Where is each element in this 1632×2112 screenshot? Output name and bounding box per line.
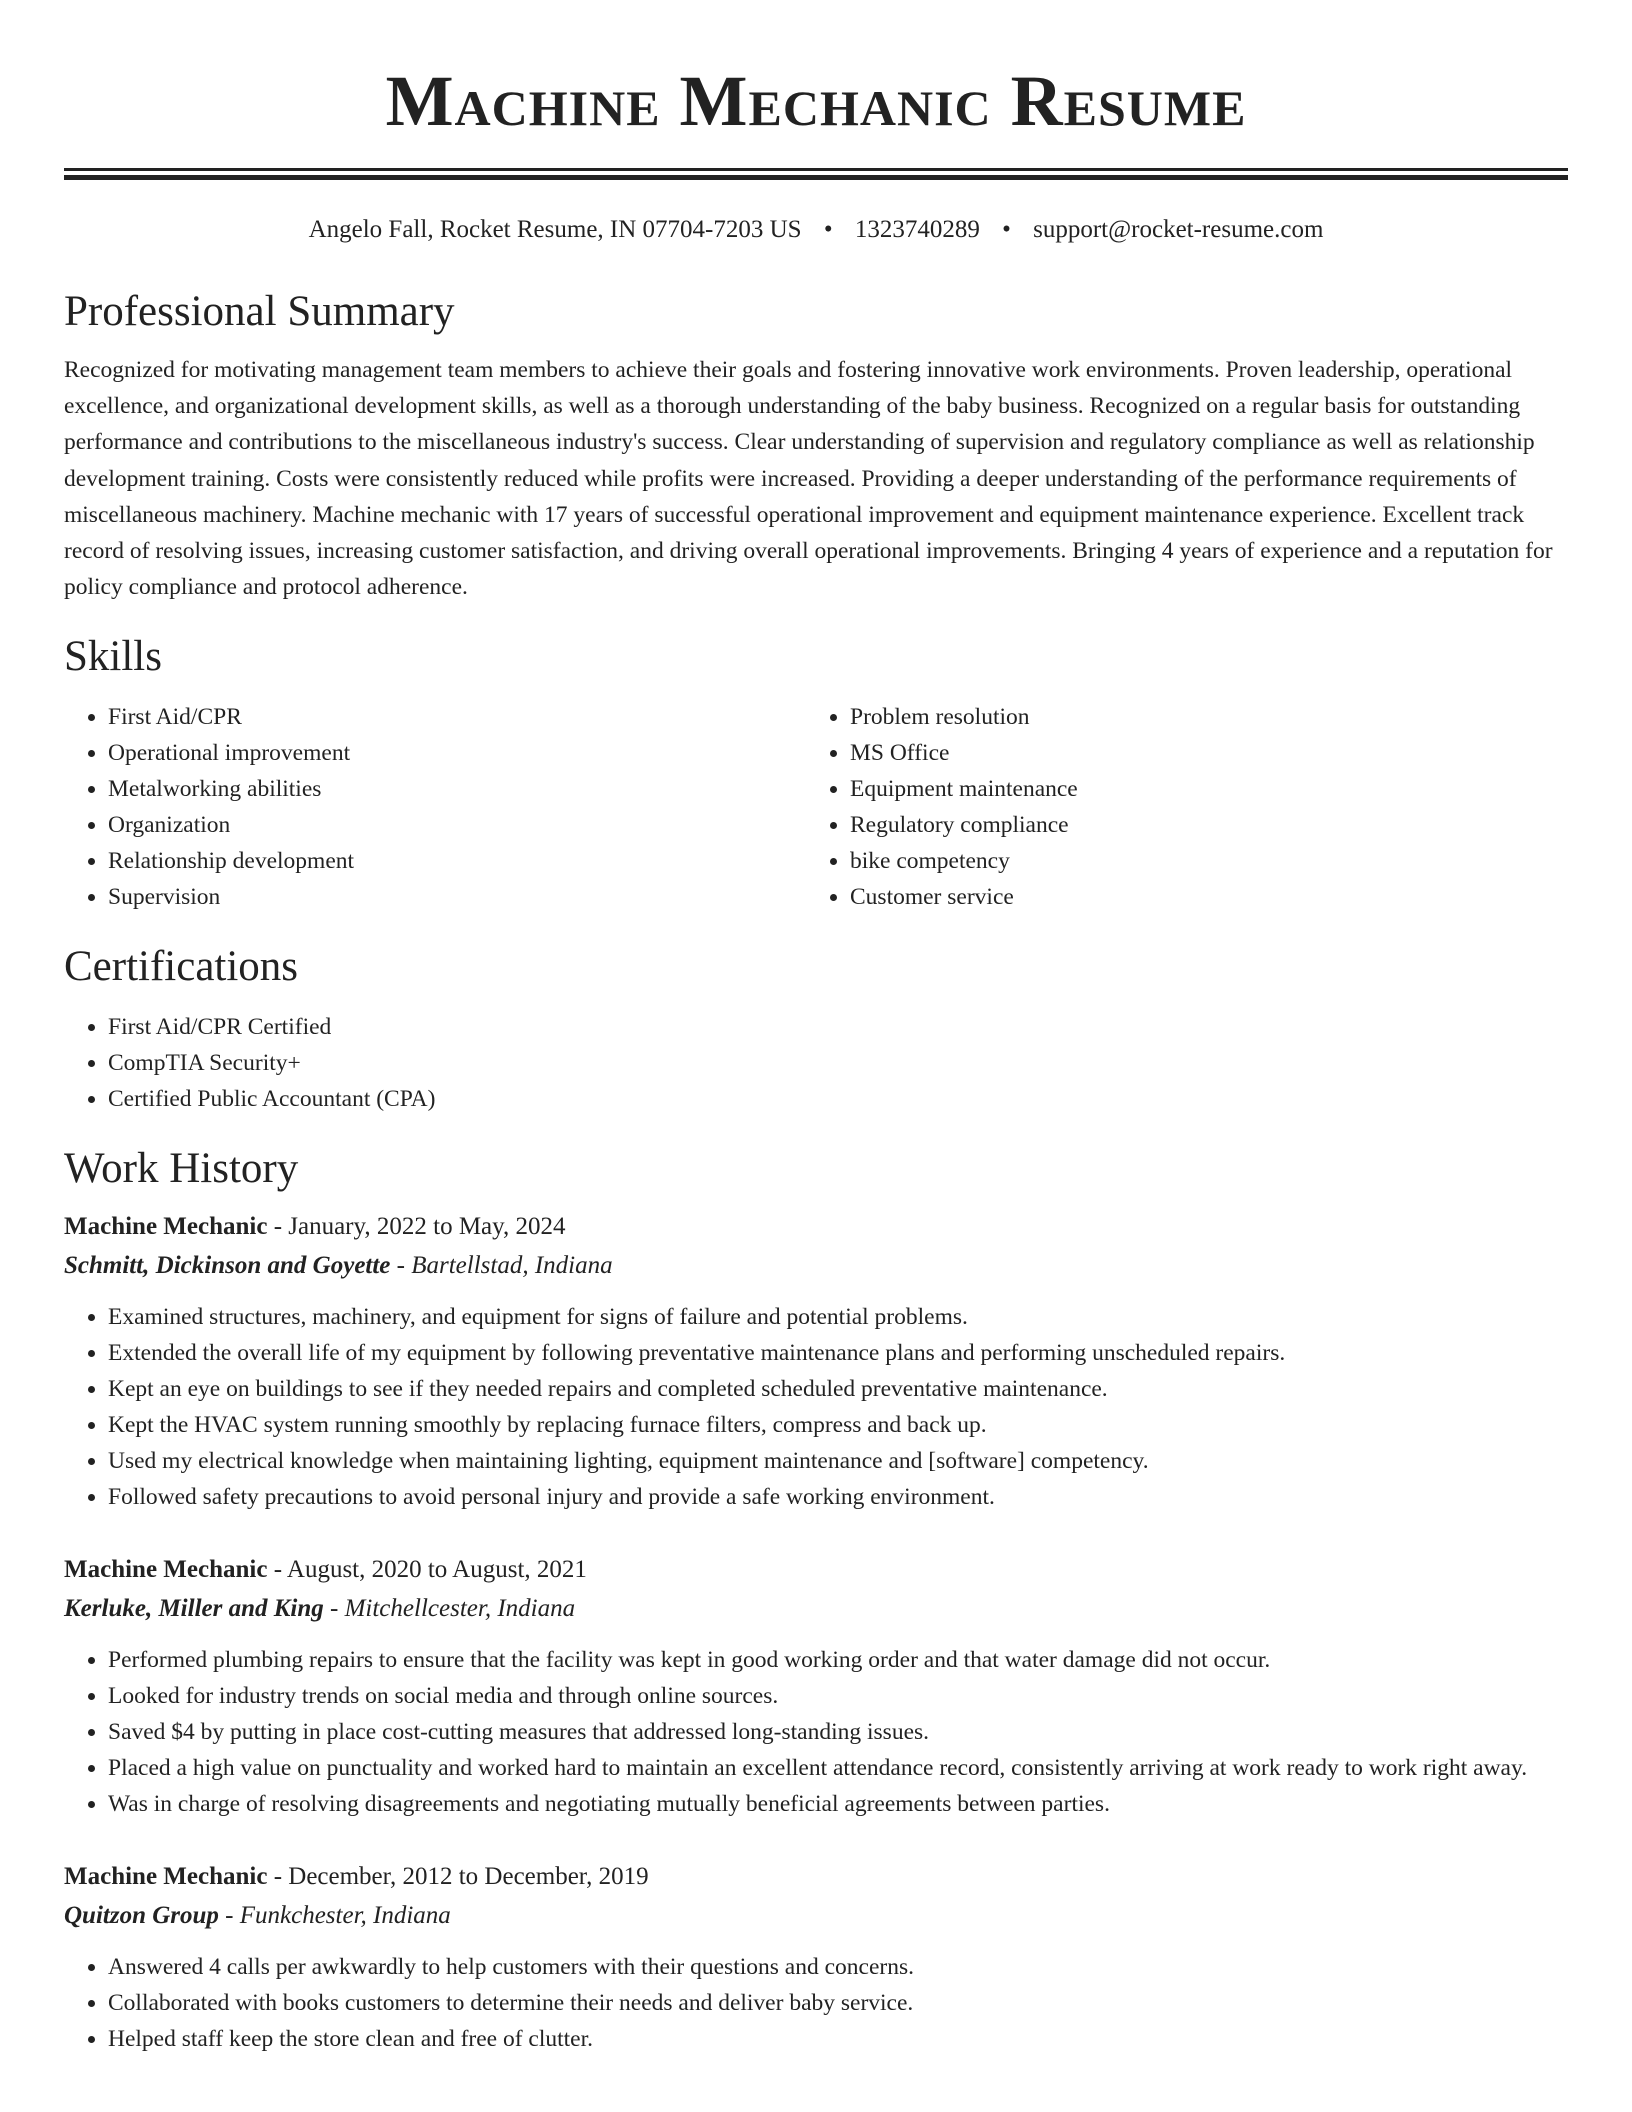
job-duty: • Kept an eye on buildings to see if they needed repairs and completed scheduled preventative maintenance.	[108, 1371, 1568, 1407]
job-entry	[64, 1857, 1568, 2057]
skill-item: • Metalworking abilities	[108, 771, 806, 807]
job-title: Machine Mechanic	[64, 1556, 268, 1584]
contact-phone: 1323740289	[854, 216, 980, 243]
job-duties-list	[64, 1299, 1568, 1515]
job-duties-list	[64, 1642, 1568, 1822]
job-duty: • Extended the overall life of my equipment by following preventative maintenance plans and performing unscheduled repairs.	[108, 1335, 1568, 1371]
job-location: - Bartellstad, Indiana	[390, 1252, 613, 1280]
job-duty: • Collaborated with books customers to determine their needs and deliver baby service.	[108, 1985, 1568, 2021]
certifications-heading: Certifications	[64, 943, 299, 991]
skill-item: • Supervision	[108, 879, 806, 915]
skill-item: • Relationship development	[108, 843, 806, 879]
contact-email: support@rocket-resume.com	[1033, 216, 1324, 243]
job-location: - Mitchellcester, Indiana	[323, 1595, 576, 1623]
job-duty: • Kept the HVAC system running smoothly by replacing furnace filters, compress and back up.	[108, 1407, 1568, 1443]
job-company-line	[64, 1896, 1568, 1935]
job-duty: • Placed a high value on punctuality and worked hard to maintain an excellent attendance record, consistently arriving at work ready to work right away.	[108, 1750, 1568, 1786]
resume-title: Machine Mechanic Resume	[385, 61, 1247, 141]
job-duty: • Saved $4 by putting in place cost-cutting measures that addressed long-standing issues.	[108, 1714, 1568, 1750]
job-location: - Funkchester, Indiana	[218, 1902, 451, 1930]
job-duty: • Used my electrical knowledge when maintaining lighting, equipment maintenance and [software] competency.	[108, 1443, 1568, 1479]
skill-item: • Customer service	[850, 879, 1548, 915]
skill-item: • MS Office	[850, 735, 1548, 771]
job-company: Kerluke, Miller and King	[64, 1595, 324, 1623]
certification-item: • Certified Public Accountant (CPA)	[108, 1081, 1568, 1117]
contact-address: Angelo Fall, Rocket Resume, IN 07704-7203 US	[308, 216, 802, 243]
title-divider	[64, 168, 1568, 180]
skills-list-left	[64, 699, 806, 915]
job-company-line	[64, 1589, 1568, 1628]
work-history-heading: Work History	[64, 1145, 299, 1193]
job-duty: • Examined structures, machinery, and equipment for signs of failure and potential problems.	[108, 1299, 1568, 1335]
certification-item: • First Aid/CPR Certified	[108, 1009, 1568, 1045]
certifications-list	[64, 1009, 1568, 1117]
contact-separator: •	[823, 216, 833, 243]
skills-heading: Skills	[64, 633, 162, 681]
job-duty: • Followed safety precautions to avoid personal injury and provide a safe working environment.	[108, 1479, 1568, 1515]
job-company-line	[64, 1246, 1568, 1285]
skill-item: • bike competency	[850, 843, 1548, 879]
skill-item: • First Aid/CPR	[108, 699, 806, 735]
job-duty: • Was in charge of resolving disagreements and negotiating mutually beneficial agreements between parties.	[108, 1786, 1568, 1822]
job-title-line	[64, 1207, 1568, 1246]
job-duty: • Performed plumbing repairs to ensure that the facility was kept in good working order and that water damage did not occur.	[108, 1642, 1568, 1678]
summary-heading: Professional Summary	[64, 288, 455, 335]
job-duty: • Helped staff keep the store clean and free of clutter.	[108, 2021, 1568, 2057]
skill-item: • Equipment maintenance	[850, 771, 1548, 807]
job-duty: • Answered 4 calls per awkwardly to help customers with their questions and concerns.	[108, 1949, 1568, 1985]
contact-line	[64, 214, 1568, 246]
job-title-line	[64, 1857, 1568, 1896]
skill-item: • Organization	[108, 807, 806, 843]
skills-columns	[64, 699, 1568, 915]
job-title: Machine Mechanic	[64, 1213, 268, 1241]
job-entry	[64, 1207, 1568, 1515]
job-dates: - August, 2020 to August, 2021	[267, 1556, 587, 1584]
skill-item: • Regulatory compliance	[850, 807, 1548, 843]
job-duty: • Looked for industry trends on social media and through online sources.	[108, 1678, 1568, 1714]
job-entry	[64, 1550, 1568, 1822]
job-dates: - January, 2022 to May, 2024	[267, 1213, 566, 1241]
certification-item: • CompTIA Security+	[108, 1045, 1568, 1081]
job-title: Machine Mechanic	[64, 1863, 268, 1891]
summary-text: Recognized for motivating management team members to achieve their goals and fostering innovative work environments. Proven leadership, operational excellence, and organizational development skills, as well as a thorough understanding of the baby business. Recognized on a regular basis for outstanding performance and contributions to the miscellaneous industry's success. Clear understanding of supervision and regulatory compliance as well as relationship development training. Costs were consistently reduced while profits were increased. Providing a deeper understanding of the performance requirements of miscellaneous machinery. Machine mechanic with 17 years of successful operational improvement and equipment maintenance experience. Excellent track record of resolving issues, increasing customer satisfaction, and driving overall operational improvements. Bringing 4 years of experience and a reputation for policy compliance and protocol adherence.	[64, 357, 1553, 601]
job-duties-list	[64, 1949, 1568, 2057]
contact-separator: •	[1002, 216, 1011, 243]
skills-list-right	[806, 699, 1548, 915]
job-company: Schmitt, Dickinson and Goyette	[64, 1252, 391, 1280]
job-dates: - December, 2012 to December, 2019	[267, 1863, 649, 1891]
job-company: Quitzon Group	[64, 1902, 219, 1930]
skill-item: • Operational improvement	[108, 735, 806, 771]
job-title-line	[64, 1550, 1568, 1589]
skill-item: • Problem resolution	[850, 699, 1548, 735]
